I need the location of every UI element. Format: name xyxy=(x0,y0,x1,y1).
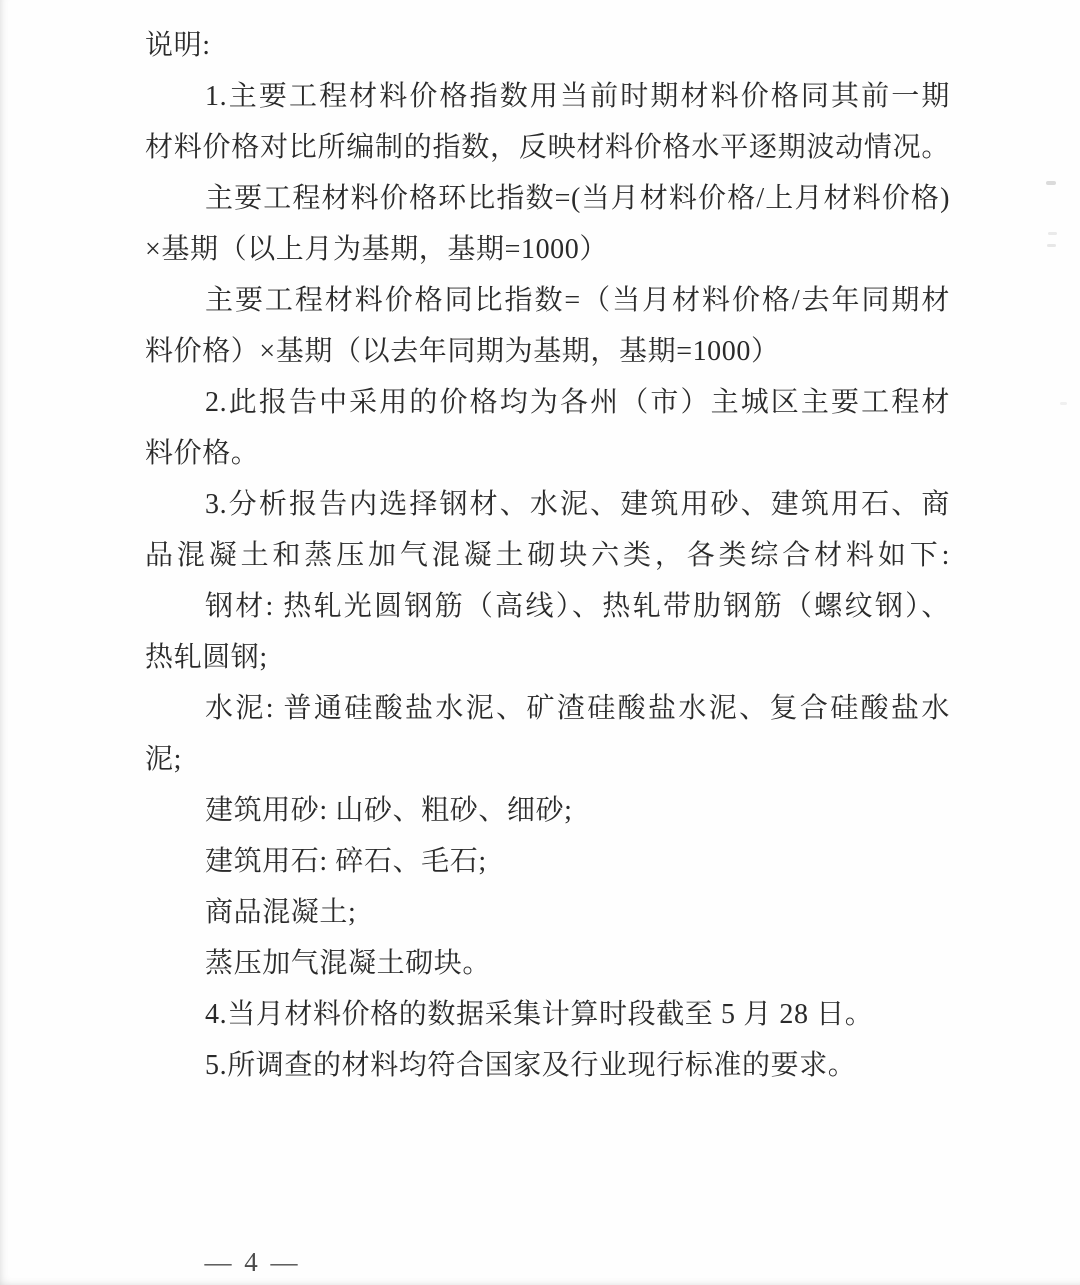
text-line: 热轧圆钢; xyxy=(145,642,268,673)
scan-artifact xyxy=(1060,402,1067,405)
text-line: 建筑用砂: 山砂、粗砂、细砂; xyxy=(205,795,573,826)
scan-artifact xyxy=(1046,181,1056,185)
text-line: 4.当月材料价格的数据采集计算时段截至 5 月 28 日。 xyxy=(205,999,874,1030)
page-number: — 4 — xyxy=(204,1247,301,1277)
text-line: 2.此报告中采用的价格均为各州（市）主城区主要工程材 xyxy=(205,387,950,418)
text-line: 料价格。 xyxy=(145,438,260,469)
text-line: 建筑用石: 碎石、毛石; xyxy=(205,846,487,877)
text-line: 料价格）×基期（以去年同期为基期，基期=1000） xyxy=(145,336,780,367)
text-line: ×基期（以上月为基期，基期=1000） xyxy=(145,234,608,265)
text-line: 商品混凝土; xyxy=(205,897,357,928)
scan-artifact xyxy=(1048,232,1057,235)
text-line: 5.所调查的材料均符合国家及行业现行标准的要求。 xyxy=(205,1050,857,1081)
text-line: 1.主要工程材料价格指数用当前时期材料价格同其前一期 xyxy=(205,81,950,112)
text-line: 3.分析报告内选择钢材、水泥、建筑用砂、建筑用石、商 xyxy=(205,489,950,520)
text-line: 蒸压加气混凝土砌块。 xyxy=(205,948,492,979)
text-line: 水泥: 普通硅酸盐水泥、矿渣硅酸盐水泥、复合硅酸盐水 xyxy=(205,693,950,724)
scan-artifact xyxy=(1047,244,1056,247)
text-line: 品混凝土和蒸压加气混凝土砌块六类，各类综合材料如下: xyxy=(145,540,950,571)
text-line: 主要工程材料价格环比指数=(当月材料价格/上月材料价格) xyxy=(205,183,950,214)
document-body xyxy=(145,20,950,1091)
text-line: 钢材: 热轧光圆钢筋（高线）、热轧带肋钢筋（螺纹钢）、 xyxy=(205,591,950,622)
text-line: 泥; xyxy=(145,744,182,775)
text-line: 说明: xyxy=(145,30,211,61)
text-line: 材料价格对比所编制的指数，反映材料价格水平逐期波动情况。 xyxy=(145,132,950,163)
text-line: 主要工程材料价格同比指数=（当月材料价格/去年同期材 xyxy=(205,285,950,316)
